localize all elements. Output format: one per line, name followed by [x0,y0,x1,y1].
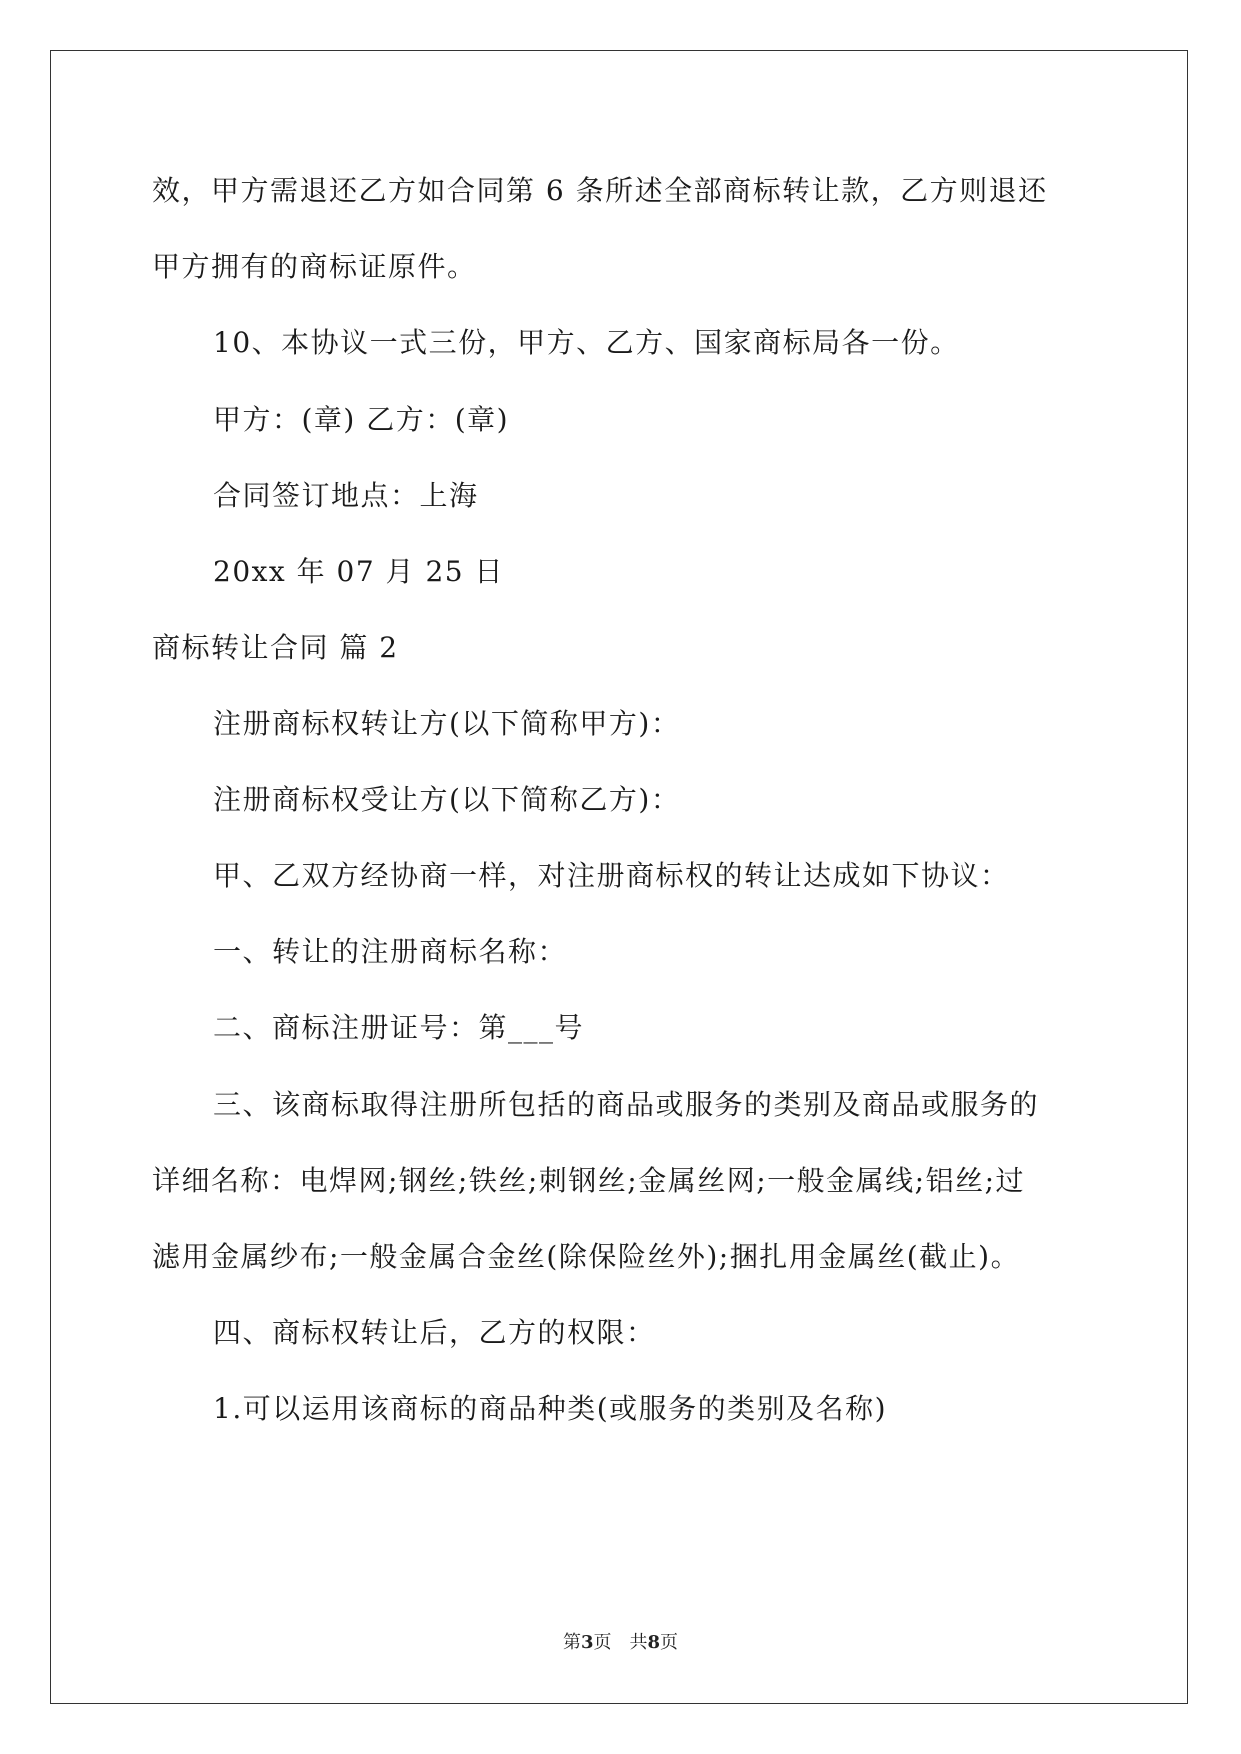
total-page-count: 8 [647,1632,661,1653]
paragraph-line: 滤用金属纱布;一般金属合金丝(除保险丝外);捆扎用金属丝(截止)。 [152,1240,1021,1273]
current-page-number: 3 [580,1632,594,1653]
clause-1: 一、转让的注册商标名称： [213,935,568,968]
clause-4-item-1: 1.可以运用该商标的商品种类(或服务的类别及名称) [213,1392,888,1425]
transferor-line: 注册商标权转让方(以下简称甲方)： [213,707,681,740]
paragraph-line: 效，甲方需退还乙方如合同第 6 条所述全部商标转让款，乙方则退还 [152,174,1048,207]
clause-2: 二、商标注册证号：第___号 [213,1011,585,1044]
signing-location: 合同签订地点：上海 [213,479,479,512]
page-suffix: 页 [593,1632,612,1653]
section-heading: 商标转让合同 篇 2 [152,631,399,664]
page-prefix: 第 [562,1632,581,1653]
agreement-intro: 甲、乙双方经协商一样，对注册商标权的转让达成如下协议： [213,859,1010,892]
total-prefix: 共 [629,1632,648,1653]
transferee-line: 注册商标权受让方(以下简称乙方)： [213,783,681,816]
paragraph-line: 甲方拥有的商标证原件。 [152,250,477,283]
clause-3: 三、该商标取得注册所包括的商品或服务的类别及商品或服务的 [213,1088,1040,1121]
total-suffix: 页 [660,1632,679,1653]
signature-line: 甲方：(章) 乙方：(章) [213,403,510,436]
clause-10: 10、本协议一式三份，甲方、乙方、国家商标局各一份。 [213,326,960,359]
paragraph-line: 详细名称：电焊网;钢丝;铁丝;刺钢丝;金属丝网;一般金属线;铝丝;过 [152,1164,1026,1197]
signing-date: 20xx 年 07 月 25 日 [213,555,504,588]
clause-4: 四、商标权转让后，乙方的权限： [213,1316,656,1349]
page-footer [0,1631,1241,1655]
